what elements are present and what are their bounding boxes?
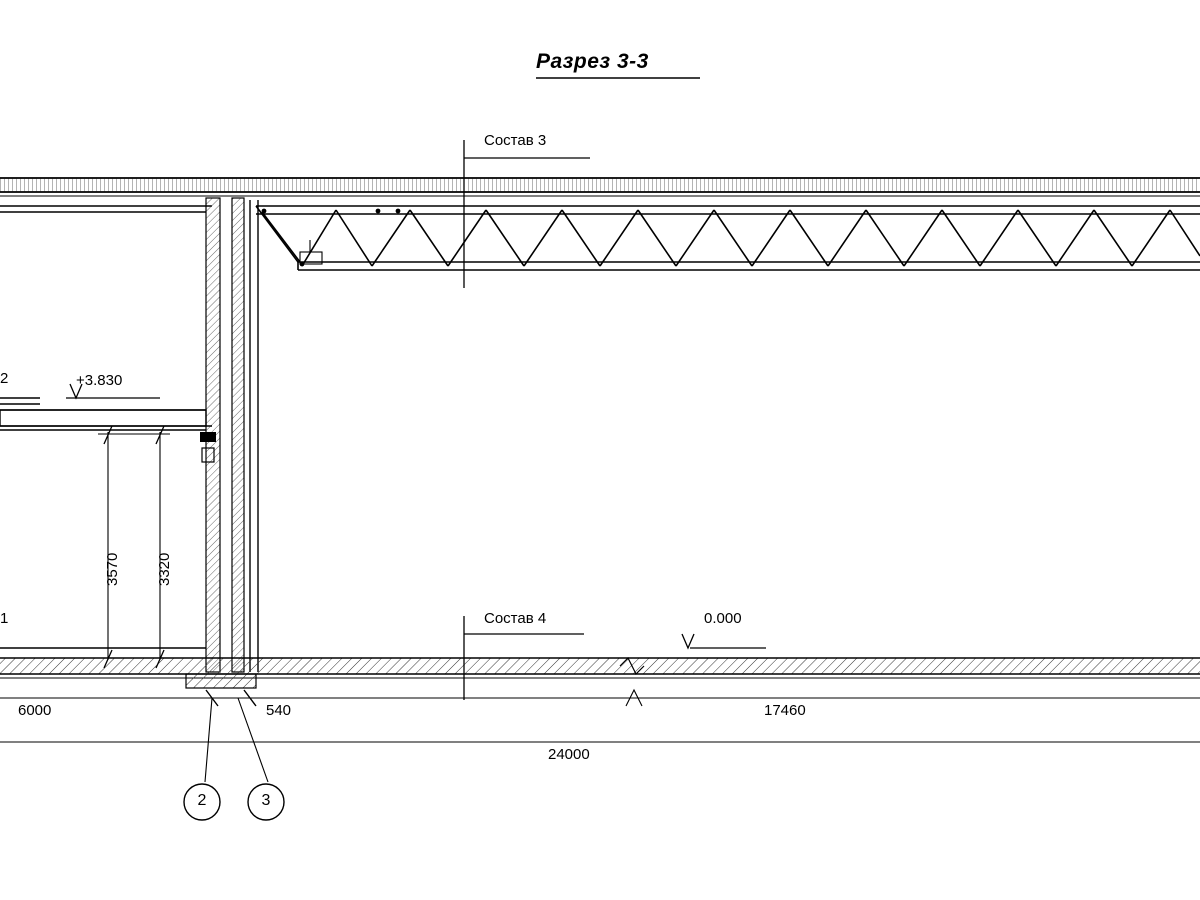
ground-slab <box>0 658 1200 688</box>
horizontal-dimension-lines <box>0 690 1200 782</box>
level-ground: 0.000 <box>704 610 742 627</box>
axis-marker-3[interactable]: 3 <box>261 792 271 809</box>
vertical-dim-left: 3570 <box>104 552 121 586</box>
left-room-walls <box>0 198 258 672</box>
roof-assembly <box>0 178 1200 196</box>
vertical-dimension-lines <box>98 426 170 668</box>
axis-marker-2[interactable]: 2 <box>197 792 207 809</box>
callout-sostav-4: Состав 4 <box>484 610 547 627</box>
edge-label-top: 2 <box>0 370 9 387</box>
level-upper: +3.830 <box>76 372 123 389</box>
dim-seg-3: 17460 <box>764 702 806 719</box>
steel-truss <box>256 206 1200 270</box>
dim-total: 24000 <box>548 746 590 763</box>
page-title: Разрез 3-3 <box>536 50 649 73</box>
vertical-dim-right: 3320 <box>156 552 173 586</box>
dim-seg-2: 540 <box>266 702 292 719</box>
callout-sostav-3: Состав 3 <box>484 132 547 149</box>
dim-seg-1: 6000 <box>18 702 52 719</box>
level-markers <box>66 384 766 648</box>
edge-label-bottom: 1 <box>0 610 9 627</box>
